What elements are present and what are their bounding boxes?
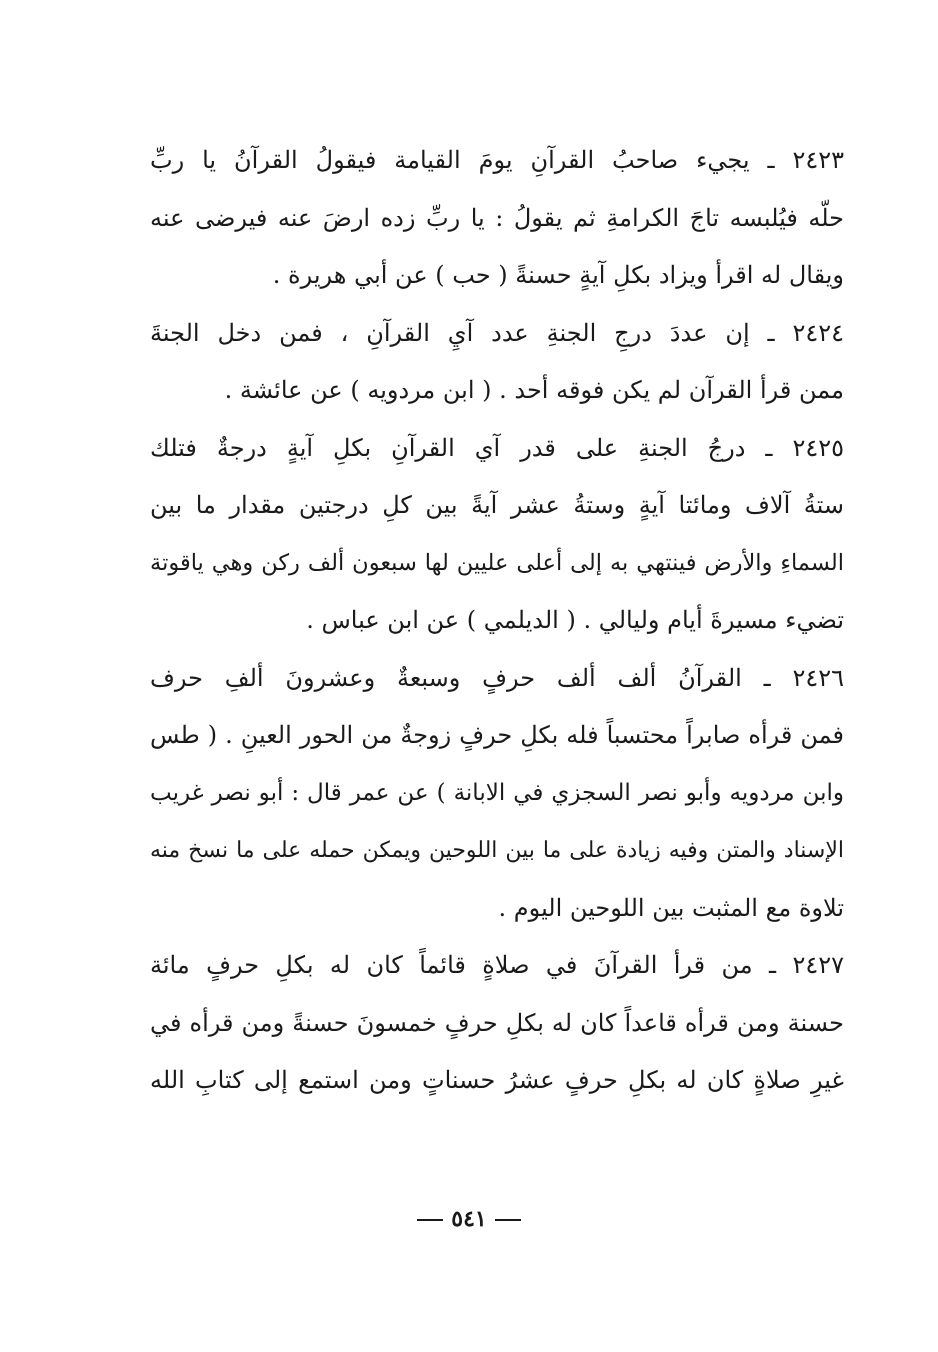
page-number xyxy=(0,1206,938,1232)
hadith-entry-2425 xyxy=(150,420,844,650)
text-line: غيرِ صلاةٍ كان له بكلِ حرفٍ عشرُ حسناتٍ ومن استمع إلى كتابِ الله xyxy=(150,1066,844,1094)
text-line: ويقال له اقرأ ويزاد بكلِ آيةٍ حسنةً ( حب ) عن أبي هريرة . xyxy=(272,261,844,289)
text-line: وابن مردويه وأبو نصر السجزي في الابانة ) عن عمر قال : أبو نصر غريب xyxy=(150,779,844,806)
text-line: ٢٤٢٤ ـ إن عددَ درجِ الجنةِ عدد آيِ القرآنِ ، فمن دخل الجنةَ xyxy=(150,318,844,347)
text-line: حلّه فيُلبسه تاجَ الكرامةِ ثم يقولُ : يا ربِّ زده ارضَ عنه فيرضى عنه xyxy=(150,203,844,232)
text-line: ممن قرأ القرآن لم يكن فوقه أحد . ( ابن مردويه ) عن عائشة . xyxy=(224,376,844,404)
text-line: ٢٤٢٧ ـ من قرأ القرآنَ في صلاةٍ قائماً كان له بكلِ حرفٍ مائة xyxy=(150,951,844,979)
page-number-dash xyxy=(495,1219,521,1221)
hadith-entry-2423 xyxy=(150,132,844,305)
text-line: ٢٤٢٥ ـ درجُ الجنةِ على قدر آي القرآنِ بكلِ آيةٍ درجةٌ فتلك xyxy=(150,433,844,462)
text-line: ستةُ آلاف ومائتا آيةٍ وستةُ عشر آيةً بين كلِ درجتين مقدار ما بين xyxy=(150,491,844,519)
text-line: حسنة ومن قرأه قاعداً كان له بكلِ حرفٍ خمسونَ حسنةً ومن قرأه في xyxy=(150,1008,844,1037)
page-number-dash xyxy=(417,1219,443,1221)
text-line: ٢٤٢٣ ـ يجيء صاحبُ القرآنِ يومَ القيامة فيقولُ القرآنُ يا ربِّ xyxy=(150,146,844,174)
text-line: فمن قرأه صابراً محتسباً فله بكلِ حرفٍ زوجةٌ من الحور العينِ . ( طس xyxy=(150,721,844,749)
text-line: ٢٤٢٦ ـ القرآنُ ألف ألف حرفٍ وسبعةٌ وعشرونَ ألفِ حرف xyxy=(150,663,844,692)
text-line: تضيء مسيرةَ أيام وليالي . ( الديلمي ) عن ابن عباس . xyxy=(306,606,844,634)
hadith-text-block xyxy=(150,132,844,1110)
hadith-entry-2427 xyxy=(150,937,844,1110)
text-line: السماءِ والأرض فينتهي به إلى أعلى عليين لها سبعون ألف ركن وهي ياقوتة xyxy=(150,549,844,576)
text-line: تلاوة مع المثبت بين اللوحين اليوم . xyxy=(498,893,844,922)
hadith-entry-2426 xyxy=(150,650,844,938)
hadith-entry-2424 xyxy=(150,305,844,420)
page-number-value: ٥٤١ xyxy=(451,1206,487,1232)
text-line: الإسناد والمتن وفيه زيادة على ما بين اللوحين ويمكن حمله على ما نسخ منه xyxy=(150,838,844,863)
